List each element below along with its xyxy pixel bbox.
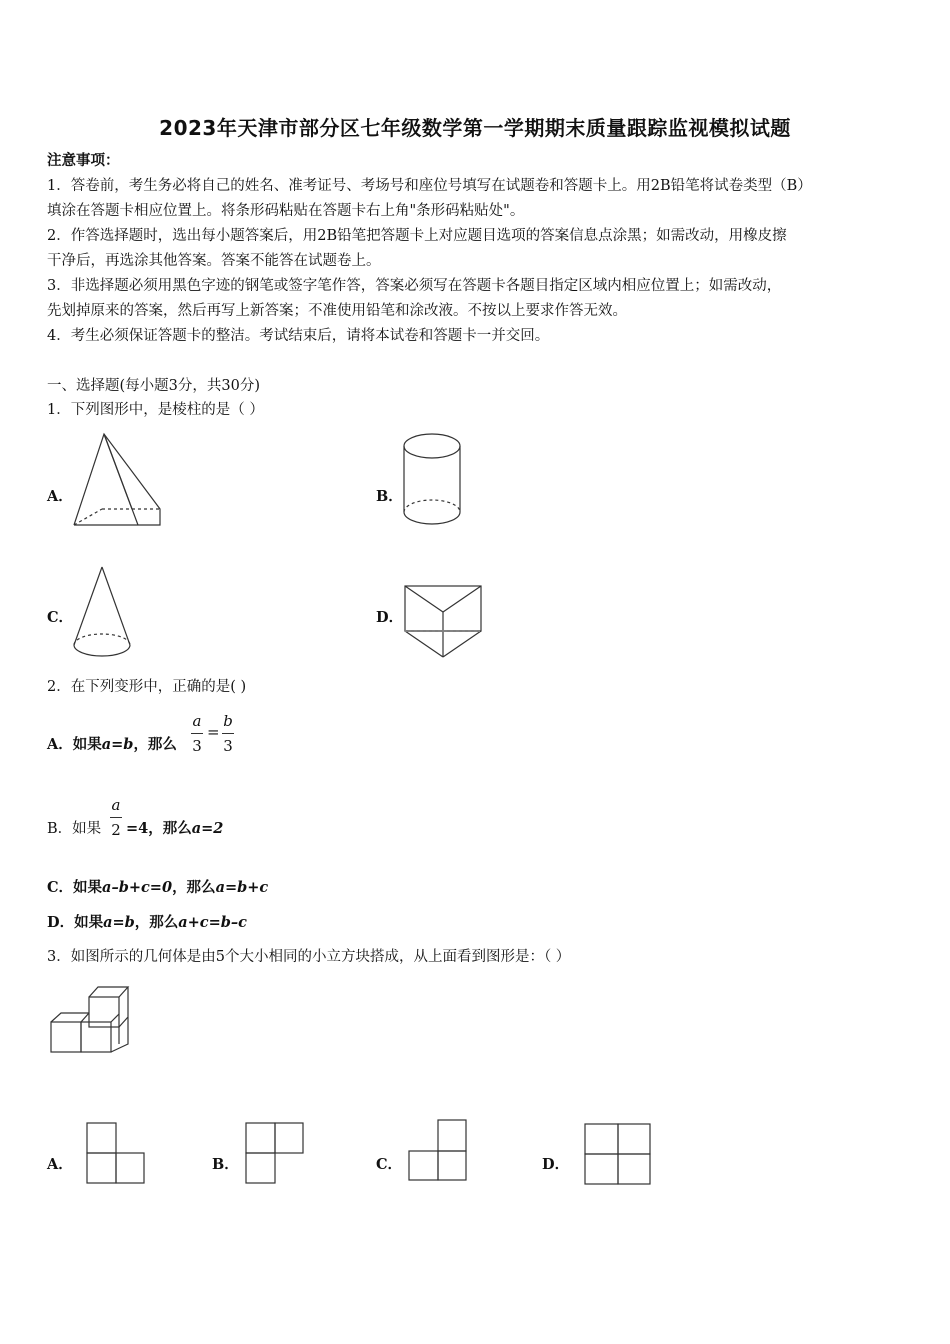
notice-line-4: 干净后，再选涂其他答案。答案不能答在试题卷上。 <box>47 253 381 269</box>
prism-figure <box>402 584 484 662</box>
q3-option-d-figure[interactable] <box>584 1122 652 1186</box>
q2-option-d-concl: a+c=b–c <box>178 914 248 931</box>
q2-stem: 2．在下列变形中，正确的是( ) <box>47 679 247 695</box>
q2-option-a-cond: a=b <box>101 736 134 753</box>
q2-option-c-cond: a–b+c=0 <box>102 879 173 896</box>
q3-option-c-figure[interactable] <box>408 1118 468 1182</box>
q1-option-b-label[interactable]: B． <box>376 488 403 505</box>
q2-option-c-prefix: C．如果 <box>47 879 103 896</box>
q2-a-frac2-bar <box>222 733 234 734</box>
q2-option-d-cond: a=b <box>103 914 135 931</box>
q2-option-c[interactable] <box>47 878 268 898</box>
q2-option-b-concl: a=2 <box>191 820 224 837</box>
q3-option-d-label[interactable]: D． <box>542 1156 570 1173</box>
q3-stem: 3．如图所示的几何体是由5个大小相同的小立方块搭成，从上面看到图形是：（ ） <box>47 949 571 965</box>
q3-option-a-figure[interactable] <box>86 1121 146 1185</box>
q1-stem: 1．下列图形中，是棱柱的是（ ） <box>47 402 264 418</box>
q2-b-frac-bar <box>110 817 122 818</box>
notice-line-7: 4．考生必须保证答题卡的整洁。考试结束后，请将本试卷和答题卡一并交回。 <box>47 328 550 344</box>
q2-a-frac1-bar <box>191 733 203 734</box>
cubes-figure <box>48 984 134 1070</box>
q2-option-b-rest-text: =4，那么 <box>126 820 192 837</box>
q2-option-c-concl: a=b+c <box>215 879 269 896</box>
notice-line-6: 先划掉原来的答案，然后再写上新答案；不准使用铅笔和涂改液。不按以上要求作答无效。 <box>47 303 627 319</box>
q1-option-d-label[interactable]: D． <box>376 609 404 626</box>
page-title: 2023年天津市部分区七年级数学第一学期期末质量跟踪监视模拟试题 <box>159 116 791 140</box>
q3-option-b-label[interactable]: B． <box>212 1156 239 1173</box>
cone-figure <box>72 565 134 661</box>
q2-option-b-prefix[interactable]: B．如果 <box>47 821 102 837</box>
q2-a-eq: = <box>207 723 220 741</box>
q2-option-a-prefix: A．如果 <box>47 736 102 753</box>
q2-a-frac2-num: b <box>223 712 233 730</box>
q2-option-b-rest <box>126 819 223 839</box>
q3-option-b-figure[interactable] <box>245 1121 305 1185</box>
q2-option-d-prefix: D．如果 <box>47 914 104 931</box>
q1-option-a-label[interactable]: A． <box>47 488 73 505</box>
q2-a-frac2-den: 3 <box>223 737 233 755</box>
notice-line-1: 1．答卷前，考生务必将自己的姓名、准考证号、考场号和座位号填写在试题卷和答题卡上。用2B铅笔将试卷类型（B） <box>47 178 812 194</box>
notice-line-2: 填涂在答题卡相应位置上。将条形码粘贴在答题卡右上角"条形码粘贴处"。 <box>47 203 525 219</box>
q2-option-d-mid: ，那么 <box>134 914 179 931</box>
q2-option-c-mid: ，那么 <box>172 879 216 896</box>
notice-line-5: 3．非选择题必须用黑色字迹的钢笔或签字笔作答，答案必须写在答题卡各题目指定区域内相应位置上；如需改动， <box>47 278 782 294</box>
q1-option-c-label[interactable]: C． <box>47 609 74 626</box>
q2-a-frac1-den: 3 <box>192 737 202 755</box>
notice-line-3: 2．作答选择题时，选出每小题答案后，用2B铅笔把答题卡上对应题目选项的答案信息点涂黑；如需改动，用橡皮擦 <box>47 228 787 244</box>
pyramid-figure <box>72 432 164 528</box>
q2-option-a[interactable] <box>47 735 177 755</box>
notice-heading: 注意事项： <box>47 152 120 169</box>
q2-option-a-mid: ，那么 <box>133 736 177 753</box>
q2-b-frac-num: a <box>111 796 121 814</box>
q2-option-d[interactable] <box>47 913 247 933</box>
q3-option-c-label[interactable]: C． <box>376 1156 403 1173</box>
section-heading: 一、选择题(每小题3分，共30分) <box>47 378 260 394</box>
q2-b-frac-den: 2 <box>111 821 121 839</box>
q2-a-frac1-num: a <box>192 712 202 730</box>
cylinder-figure <box>402 432 464 528</box>
q3-option-a-label[interactable]: A． <box>47 1156 73 1173</box>
